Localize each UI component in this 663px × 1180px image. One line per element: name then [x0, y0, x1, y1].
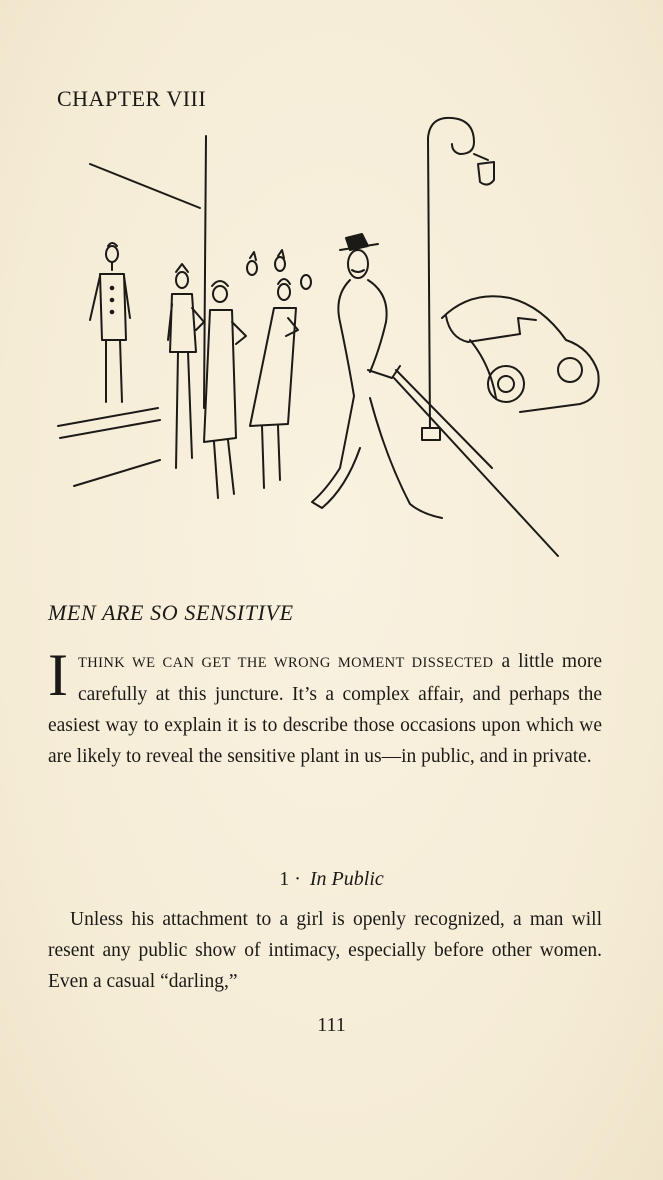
- paragraph-2: Unless his attachment to a girl is openly recognized, a man will resent any public show of intimacy, especially before other women. Even a casual “darling,”: [48, 909, 602, 992]
- lamp-post: [422, 118, 494, 440]
- subsection-heading: [0, 868, 663, 891]
- paragraph-1-text: a little more carefully at this juncture. It’s a complex affair, and perhaps the easiest way to explain it is to describe those occasions upon which we are likely to reveal the sensitive plant in us—in public, and in private.: [48, 651, 602, 767]
- car-drawing: [442, 296, 599, 412]
- street-scene-illustration: [50, 108, 610, 578]
- mannequin-figure: [90, 243, 130, 402]
- women-group: [168, 250, 311, 498]
- lead-small-caps: THINK WE CAN GET THE WRONG MOMENT DISSECTED: [77, 655, 494, 671]
- subsection-title: In Public: [309, 868, 384, 890]
- subsection-number: 1 ·: [279, 868, 301, 890]
- drop-cap: I: [48, 642, 68, 708]
- chapter-heading: CHAPTER VIII: [57, 86, 207, 111]
- page-number: 111: [317, 1014, 346, 1036]
- section-title: MEN ARE SO SENSITIVE: [48, 600, 294, 625]
- paragraph-1: [48, 642, 602, 772]
- storefront-lines: [58, 136, 206, 486]
